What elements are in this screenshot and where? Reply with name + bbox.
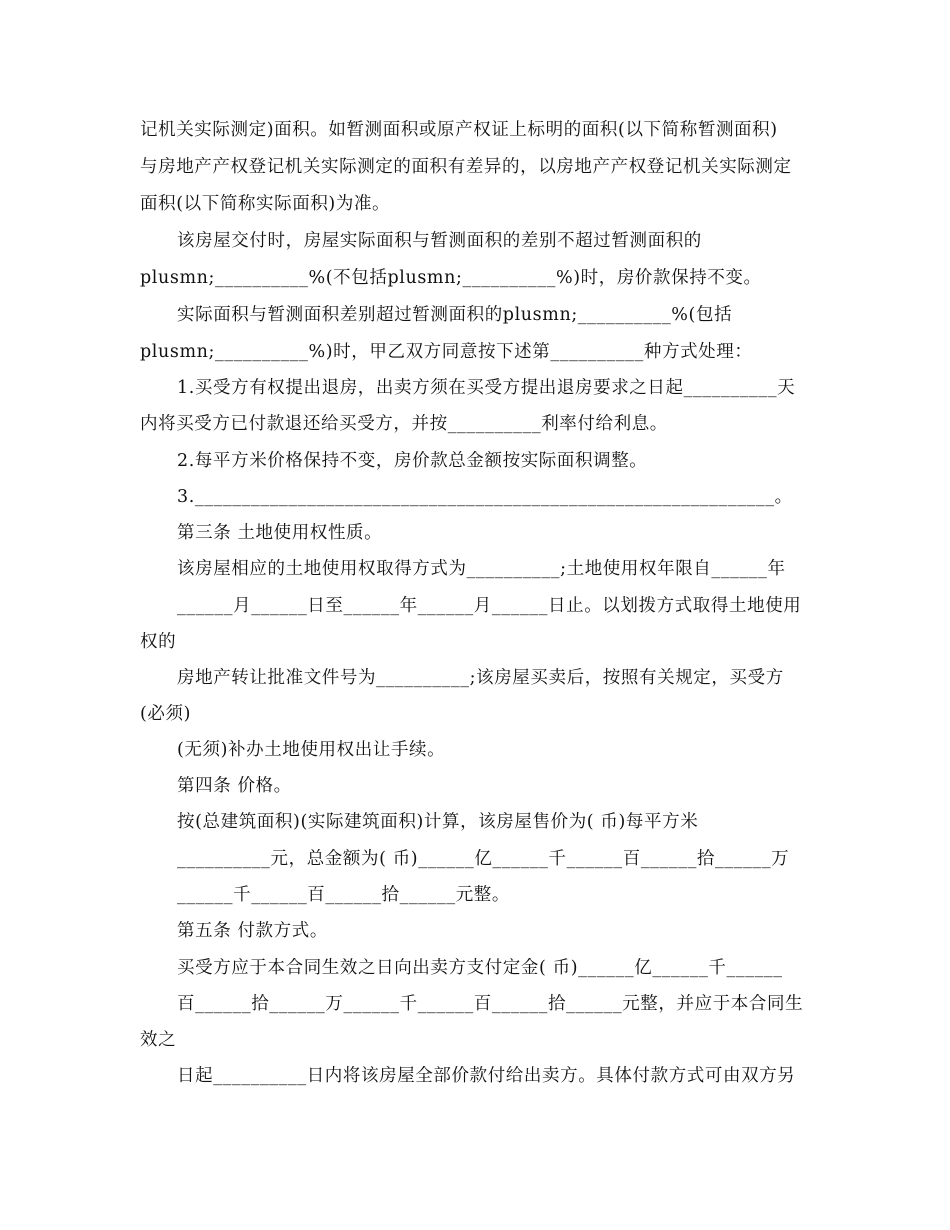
paragraph-line: ______千______百______拾______元整。 [177,885,510,905]
paragraph-line: plusmn;__________%(不包括plusmn;__________%)时，房价款保持不变。 [140,268,762,288]
paragraph-line: 该房屋交付时，房屋实际面积与暂测面积的差别不超过暂测面积的 [177,231,702,251]
paragraph-line: 2.每平方米价格保持不变，房价款总金额按实际面积调整。 [177,451,648,471]
paragraph-line: (必须) [140,704,192,724]
paragraph-line: 内将买受方已付款退还给买受方，并按__________利率付给利息。 [140,414,668,434]
paragraph-line: 权的 [140,632,177,652]
section-heading: 第四条 价格。 [177,776,292,796]
paragraph-line: 3.______________________________________________________________。 [177,487,793,507]
paragraph-line: ______月______日至______年______月______日止。以划拨方式取得土地使用 [177,596,802,616]
paragraph-line: __________元，总金额为( 币)______亿______千______百______拾______万 [177,849,790,869]
paragraph-line: 记机关实际测定)面积。如暂测面积或原产权证上标明的面积(以下简称暂测面积) [140,120,778,140]
paragraph-line: 按(总建筑面积)(实际建筑面积)计算，该房屋售价为( 币)每平方米 [177,812,699,832]
paragraph-line: (无须)补办土地使用权出让手续。 [177,740,446,760]
paragraph-line: 与房地产产权登记机关实际测定的面积有差异的，以房地产产权登记机关实际测定 [140,157,792,177]
paragraph-line: 百______拾______万______千______百______拾______元整，并应于本合同生 [177,994,804,1014]
section-heading: 第五条 付款方式。 [177,921,328,941]
paragraph-line: 1.买受方有权提出退房，出卖方须在买受方提出退房要求之日起__________天 [177,378,796,398]
paragraph-line: 买受方应于本合同生效之日向出卖方支付定金( 币)______亿______千______ [177,958,783,978]
paragraph-line: 实际面积与暂测面积差别超过暂测面积的plusmn;__________%(包括 [177,305,733,325]
paragraph-line: 面积(以下简称实际面积)为准。 [140,194,391,214]
paragraph-line: plusmn;__________%)时，甲乙双方同意按下述第__________种方式处理： [140,342,753,362]
paragraph-line: 该房屋相应的土地使用权取得方式为__________;土地使用权年限自______年 [177,559,786,579]
paragraph-line: 日起__________日内将该房屋全部价款付给出卖方。具体付款方式可由双方另 [177,1066,796,1086]
section-heading: 第三条 土地使用权性质。 [177,523,383,543]
paragraph-line: 效之 [140,1030,177,1050]
paragraph-line: 房地产转让批准文件号为__________;该房屋买卖后，按照有关规定，买受方 [177,668,784,688]
